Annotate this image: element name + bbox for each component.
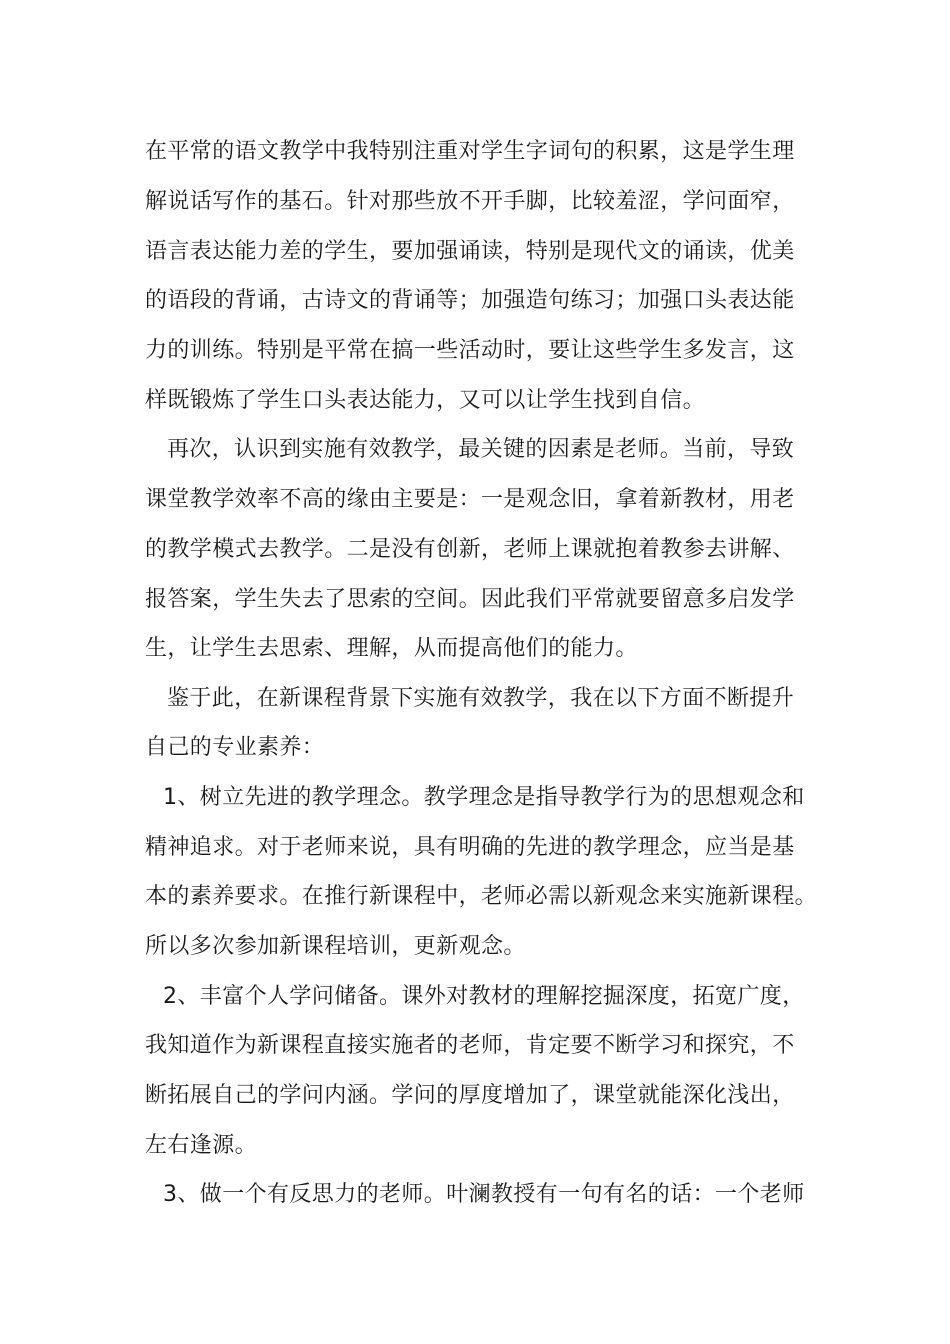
text-line: 本的素养要求。在推行新课程中，老师必需以新观念来实施新课程。	[145, 884, 818, 909]
text-line: 再次，认识到实施有效教学，最关键的因素是老师。当前，导致	[167, 437, 795, 462]
text-line: 课堂教学效率不高的缘由主要是：一是观念旧，拿着新教材，用老	[145, 487, 795, 512]
text-line: 所以多次参加新课程培训，更新观念。	[145, 934, 526, 959]
text-line: 鉴于此，在新课程背景下实施有效教学，我在以下方面不断提升	[167, 686, 795, 711]
text-line: 解说话写作的基石。针对那些放不开手脚，比较羞涩，学问面窄，	[145, 189, 795, 214]
text-line: 语言表达能力差的学生，要加强诵读，特别是现代文的诵读，优美	[145, 239, 795, 264]
text-line: 我知道作为新课程直接实施者的老师，肯定要不断学习和探究，不	[145, 1033, 795, 1058]
text-line: 样既锻炼了学生口头表达能力，又可以让学生找到自信。	[145, 388, 706, 413]
text-line: 精神追求。对于老师来说，具有明确的先进的教学理念，应当是基	[145, 835, 795, 860]
text-line: 1、树立先进的教学理念。教学理念是指导教学行为的思想观念和	[163, 785, 805, 810]
text-line: 2、丰富个人学问储备。课外对教材的理解挖掘深度，拓宽广度，	[163, 984, 805, 1009]
text-line: 自己的专业素养：	[145, 735, 325, 760]
text-line: 断拓展自己的学问内涵。学问的厚度增加了，课堂就能深化浅出，	[145, 1083, 795, 1108]
text-line: 生，让学生去思索、理解，从而提高他们的能力。	[145, 636, 638, 661]
text-line: 的语段的背诵，古诗文的背诵等；加强造句练习；加强口头表达能	[145, 288, 795, 313]
text-line: 在平常的语文教学中我特别注重对学生字词句的积累，这是学生理	[145, 139, 795, 164]
text-line: 3、做一个有反思力的老师。叶澜教授有一句有名的话：一个老师	[163, 1182, 805, 1207]
text-line: 左右逢源。	[145, 1133, 258, 1158]
text-line: 力的训练。特别是平常在搞一些活动时，要让这些学生多发言，这	[145, 338, 795, 363]
text-line: 报答案，学生失去了思索的空间。因此我们平常就要留意多启发学	[145, 587, 795, 612]
text-line: 的教学模式去教学。二是没有创新，老师上课就抱着教参去讲解、	[145, 537, 795, 562]
